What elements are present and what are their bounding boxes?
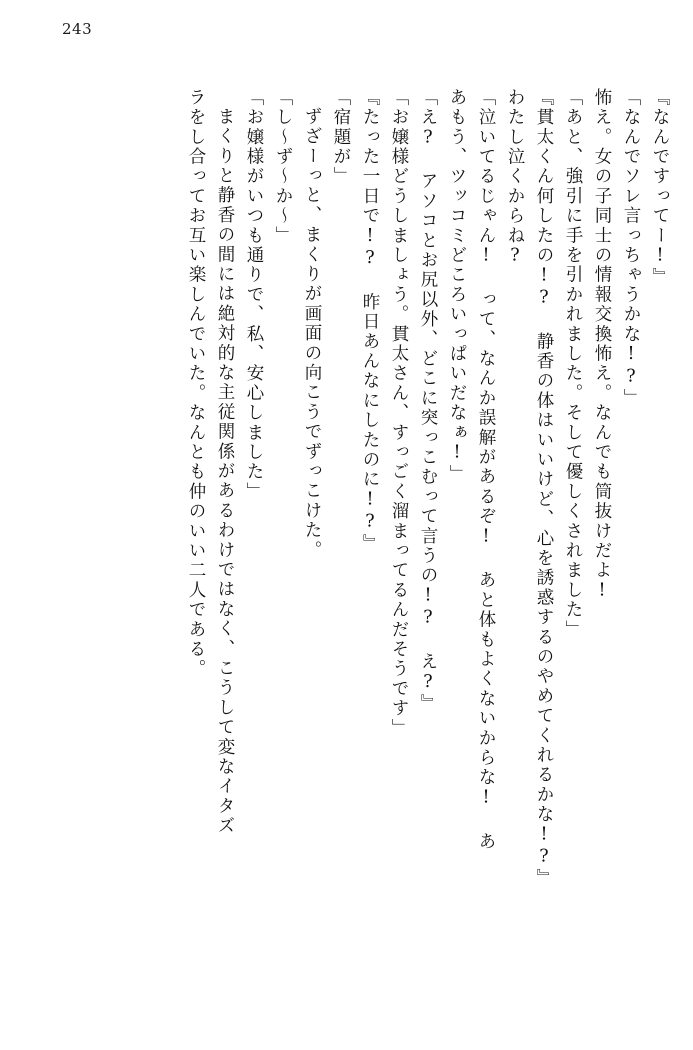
vertical-text-body [28,88,668,1018]
text-line: 「泣いてるじゃん! って、なんか誤解があるぞ! あと体もよくないからな! あ [476,88,496,852]
text-line: 「お嬢様どうしましょう。貫太さん、すっごく溜まってるんだそうです」 [389,88,409,739]
text-line: 怖え。女の子同士の情報交換怖え。なんでも筒抜けだよ! [592,88,612,603]
text-line: 「お嬢様がいつも通りで、私、安心しました」 [244,88,264,502]
text-line: わたし泣くからね? [505,88,525,268]
text-line: 「し～ず～か～」 [273,88,293,246]
text-line: 「宿題が」 [331,88,351,187]
text-line: 『なんですってー!』 [650,88,670,288]
text-line: 『たった一日で!? 昨日あんなにしたのに!?』 [360,88,380,554]
text-line: あもう、ツッコミどころいっぱいだなぁ!」 [447,88,467,485]
page-number: 243 [62,20,93,38]
text-line: ずざーっと、まくりが画面の向こうでずっこけた。 [302,107,322,561]
text-line: まくりと静香の間には絶対的な主従関係があるわけではなく、こうして変なイタズ [215,107,235,836]
text-line: 「なんでソレ言っちゃうかな!?」 [621,88,641,409]
text-line: 『貫太くん何したの!? 静香の体はいいけど、心を誘惑するのやめてくれるかな!?』 [534,88,554,889]
text-line: ラをし合ってお互い楽しんでいた。なんとも仲のいい二人である。 [186,88,206,679]
text-line: 「え? アソコとお尻以外、どこに突っこむって言うの!? え?』 [418,88,438,714]
text-line: 「あと、強引に手を引かれました。そして優しくされました」 [563,88,583,640]
